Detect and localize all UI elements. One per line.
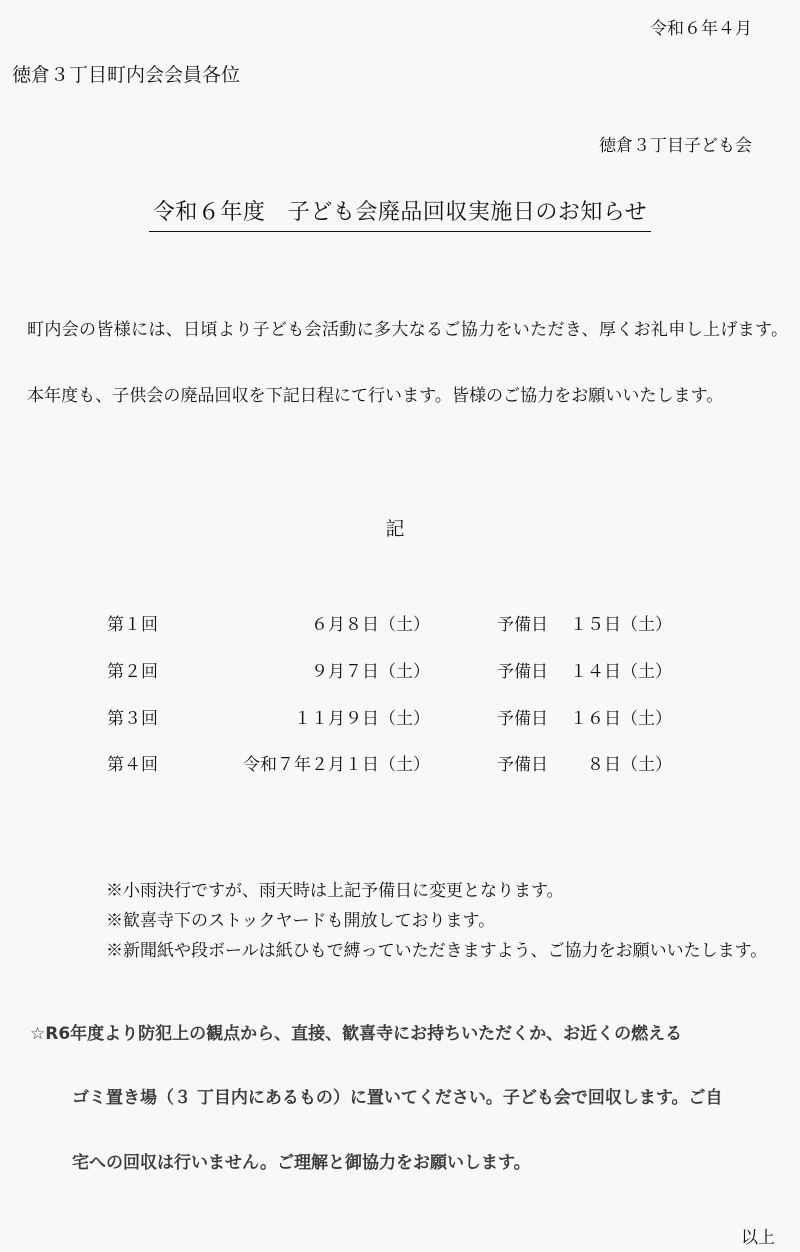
schedule-row: [0, 610, 800, 640]
ki-heading: 記: [385, 518, 405, 540]
schedule-row: [0, 750, 800, 780]
schedule-date: ６月８日（土）: [311, 615, 430, 635]
body-paragraph-1: 町内会の皆様には、日頃より子ども会活動に多大なるご協力をいただき、厚くお礼申し上げます。: [27, 320, 789, 340]
document-title: [0, 195, 800, 232]
recipient-line: 徳倉３丁目町内会会員各位: [12, 64, 241, 86]
schedule-date: １１月９日（土）: [294, 709, 430, 729]
schedule-round: 第４回: [107, 755, 158, 775]
document-title-text: 令和６年度 子ども会廃品回収実施日のお知らせ: [149, 195, 651, 232]
schedule-reserve-label: 予備日: [497, 755, 548, 775]
closing-ijou: 以上: [741, 1228, 775, 1248]
note-stockyard: ※歓喜寺下のストックヤードも開放しております。: [106, 911, 496, 931]
note-rain: ※小雨決行ですが、雨天時は上記予備日に変更となります。: [106, 881, 564, 901]
schedule-reserve-date: ８日（土）: [587, 755, 672, 775]
bold-notice-line-3: 宅への回収は行いません。ご理解と御協力をお願いします。: [72, 1153, 531, 1173]
bold-notice-line-2: ゴミ置き場（３ 丁目内にあるもの）に置いてください。子ども会で回収します。ご自: [72, 1088, 723, 1108]
note-bundling: ※新聞紙や段ボールは紙ひもで縛っていただきますよう、ご協力をお願いいたします。: [106, 941, 768, 961]
schedule-reserve-date: １６日（土）: [570, 709, 672, 729]
schedule-reserve-date: １５日（土）: [570, 615, 672, 635]
schedule-round: 第２回: [107, 662, 158, 682]
schedule-round: 第１回: [107, 615, 158, 635]
schedule-reserve-label: 予備日: [497, 615, 548, 635]
schedule-row: [0, 657, 800, 687]
bold-notice-line-1: ☆R6年度より防犯上の観点から、直接、歓喜寺にお持ちいただくか、お近くの燃える: [30, 1024, 683, 1044]
schedule-row: [0, 704, 800, 734]
schedule-date: ９月７日（土）: [311, 662, 430, 682]
issue-date: 令和６年４月: [650, 19, 752, 39]
schedule-date: 令和７年２月１日（土）: [243, 755, 430, 775]
schedule-reserve-label: 予備日: [497, 662, 548, 682]
schedule-reserve-label: 予備日: [497, 709, 548, 729]
body-paragraph-2: 本年度も、子供会の廃品回収を下記日程にて行います。皆様のご協力をお願いいたします。: [27, 386, 724, 406]
schedule-reserve-date: １４日（土）: [570, 662, 672, 682]
schedule-round: 第３回: [107, 709, 158, 729]
sender-line: 徳倉３丁目子ども会: [599, 136, 752, 156]
